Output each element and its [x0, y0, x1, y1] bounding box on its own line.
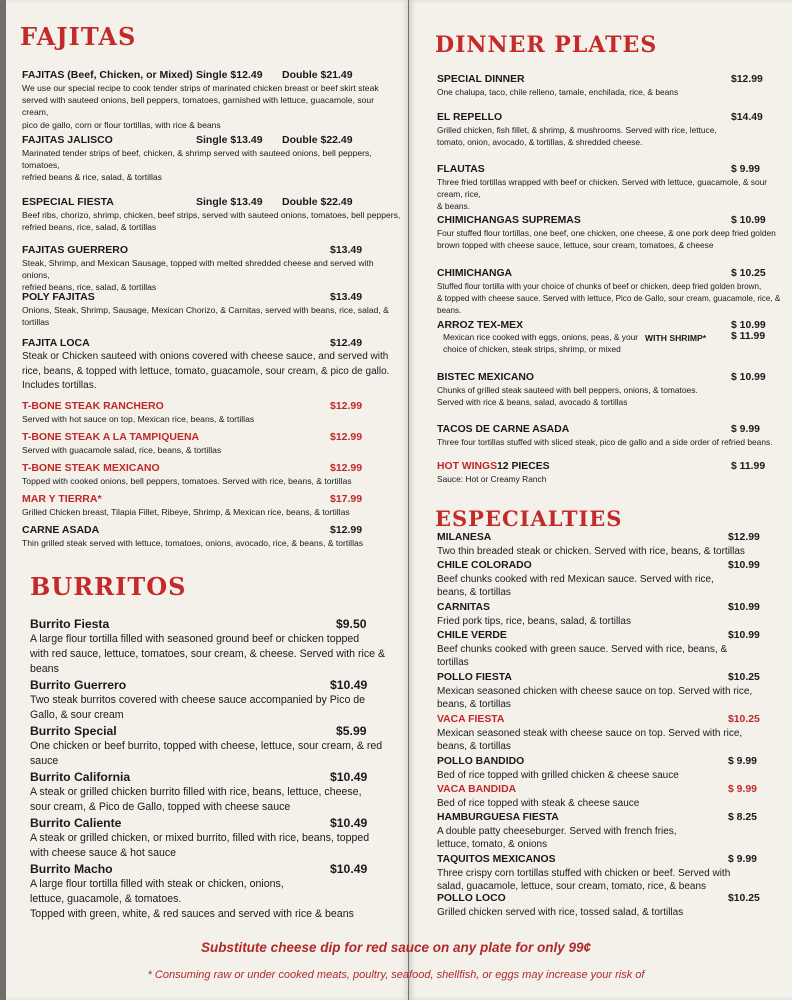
item-description: Topped with cooked onions, bell peppers, tomatoes. Served with rice, beans, & tortillas: [22, 476, 352, 486]
menu-item-tbone-ranchero: [22, 399, 402, 425]
item-name: T-BONE STEAK MEXICANO: [22, 462, 160, 474]
menu-item-burrito-california: [30, 769, 404, 815]
with-shrimp-label: WITH SHRIMP*: [645, 333, 707, 343]
item-description: Bed of rice topped with grilled chicken & cheese sauce: [437, 769, 679, 781]
item-description: Steak, Shrimp, and Mexican Sausage, topped with melted shredded cheese and served with onions, refried beans, rice, salad, & tortillas: [22, 258, 374, 293]
item-single-price: Single $12.49: [196, 69, 263, 81]
item-description: Three four tortillas stuffed with sliced steak, pico de gallo and a side order of refried beans.: [437, 437, 773, 447]
menu-item-vaca-fiesta: [437, 713, 791, 754]
item-description: One chicken or beef burrito, topped with cheese, lettuce, sour cream, & red sauce: [30, 740, 383, 767]
item-description: Grilled chicken served with rice, tossed salad, & tortillas: [437, 906, 684, 918]
item-name: FAJITA LOCA: [22, 337, 90, 349]
menu-item-chimichangas-supremas: [437, 214, 787, 252]
item-price: $ 9.99: [728, 756, 757, 767]
menu-item-tbone-tampiquena: [22, 430, 402, 456]
item-price: $5.99: [336, 724, 367, 738]
menu-item-burrito-guerrero: [30, 677, 404, 723]
item-price: $10.25: [728, 714, 760, 725]
menu-item-hot-wings: [437, 460, 787, 486]
item-price: $12.99: [728, 532, 760, 543]
shrimp-price: $ 11.99: [731, 331, 766, 342]
item-description: Chunks of grilled steak sauteed with bell peppers, onions, & tomatoes. Served with rice & beans, salad, avocado & tortillas: [437, 385, 698, 407]
item-name: TAQUITOS MEXICANOS: [437, 854, 556, 865]
item-price: $ 9.99: [731, 424, 760, 435]
consumption-warning: * Consuming raw or under cooked meats, poultry, seafood, shellfish, or eggs may increase your risk of: [147, 969, 645, 981]
item-price: $10.25: [728, 893, 760, 904]
item-name: Burrito Guerrero: [30, 678, 127, 692]
item-price: $13.49: [330, 291, 363, 303]
item-price: $10.99: [728, 602, 760, 613]
item-name: SPECIAL DINNER: [437, 74, 525, 85]
item-description: A steak or grilled chicken, or mixed burrito, filled with rice, beans, topped with cheese sauce & hot sauce: [30, 832, 370, 859]
item-price: $10.49: [330, 678, 368, 692]
item-double-price: Double $21.49: [282, 69, 353, 81]
item-name: CHIMICHANGAS SUPREMAS: [437, 215, 581, 226]
menu-item-poly-fajitas: [22, 290, 402, 328]
menu-item-fajitas-guerrero: [22, 243, 402, 294]
item-name: Burrito California: [30, 770, 131, 784]
item-price: $ 10.99: [731, 215, 766, 226]
item-name: CARNITAS: [437, 602, 490, 613]
item-name: Burrito Macho: [30, 862, 113, 876]
item-description: Bed of rice topped with steak & cheese sauce: [437, 797, 640, 809]
menu-item-chile-verde: [437, 629, 791, 670]
menu-item-el-repello: [437, 111, 787, 149]
item-description: A large flour tortilla filled with seasoned ground beef or chicken topped with red sauce, lettuce, tomatoes, sour cream, & cheese. Served with rice & beans: [30, 633, 386, 675]
menu-item-tbone-mexicano: [22, 461, 402, 487]
item-name: MILANESA: [437, 532, 492, 543]
item-description: Beef chunks cooked with green sauce. Served with rice, beans, & tortillas: [437, 643, 728, 668]
item-name: MAR Y TIERRA*: [22, 493, 102, 505]
item-single-price: Single $13.49: [196, 196, 263, 208]
menu-item-burrito-special: [30, 723, 404, 769]
item-price: $12.99: [330, 524, 363, 536]
item-description: Mexican seasoned chicken with cheese sauce on top. Served with rice, beans, & tortillas: [437, 685, 753, 710]
item-name: HAMBURGUESA FIESTA: [437, 812, 559, 823]
item-name: EL REPELLO: [437, 112, 503, 123]
menu-item-taquitos-mexicanos: [437, 853, 791, 894]
item-price: $12.99: [731, 74, 763, 85]
item-name: TACOS DE CARNE ASADA: [437, 424, 570, 435]
item-price: $ 11.99: [731, 461, 766, 472]
item-price: $10.49: [330, 816, 368, 830]
item-single-price: Single $13.49: [196, 134, 263, 146]
item-description: Grilled chicken, fish fillet, & shrimp, & mushrooms. Served with rice, lettuce, tomato, onion, avocado, & tortillas, & shredded cheese.: [437, 125, 717, 147]
item-price: $10.99: [728, 630, 760, 641]
item-quantity: 12 PIECES: [497, 461, 550, 472]
menu-item-chimichanga: [437, 267, 789, 316]
item-description: Stuffed flour tortilla with your choice of chunks of beef or chicken, deep fried golden brown, & topped with cheese sauce. Served with lettuce, Pico de Gallo, sour cream, guacamole, rice, & beans.: [437, 282, 781, 315]
item-description: Fried pork tips, rice, beans, salad, & tortillas: [437, 615, 631, 627]
item-price: $12.99: [330, 400, 363, 412]
item-description: Grilled Chicken breast, Tilapia Fillet, Ribeye, Shrimp, & Mexican rice, beans, & tortillas: [22, 507, 350, 517]
item-description: Served with guacamole salad, rice, beans, & tortillas: [22, 445, 222, 455]
dinner-plates-heading: DINNER PLATES: [435, 32, 658, 58]
item-description: Four stuffed flour tortillas, one beef, one chicken, one cheese, & one pork deep fried golden brown topped with cheese sauce, lettuce, sour cream, tomatoes, & cheese: [437, 228, 776, 250]
item-price: $13.49: [330, 244, 363, 256]
menu-item-fajitas: [22, 68, 402, 131]
menu-item-hamburguesa-fiesta: [437, 811, 791, 852]
item-price: $14.49: [731, 112, 763, 123]
menu-item-chile-colorado: [437, 559, 791, 600]
item-name: CHILE VERDE: [437, 630, 507, 641]
menu-item-bistec-mexicano: [437, 371, 787, 409]
item-price: $ 8.25: [728, 812, 757, 823]
item-price: $10.99: [728, 560, 760, 571]
item-description: Marinated tender strips of beef, chicken, & shrimp served with sauteed onions, bell peppers, tomatoes, refried beans & rice, salad, & tortillas: [22, 148, 372, 183]
item-price: $10.49: [330, 862, 368, 876]
item-name: POLLO LOCO: [437, 893, 506, 904]
menu-page-left: [6, 0, 408, 1000]
item-name: BISTEC MEXICANO: [437, 372, 534, 383]
item-description: Sauce: Hot or Creamy Ranch: [437, 474, 547, 484]
item-description: Two steak burritos covered with cheese sauce accompanied by Pico de Gallo, & sour cream: [30, 694, 366, 721]
item-name: Burrito Caliente: [30, 816, 122, 830]
menu-item-mar-y-tierra: [22, 492, 402, 518]
fajitas-heading: FAJITAS: [20, 22, 137, 51]
menu-item-milanesa: [437, 531, 791, 558]
item-price: $10.25: [728, 672, 760, 683]
menu-item-burrito-fiesta: [30, 616, 404, 676]
item-description: Three crispy corn tortillas stuffed with chicken or beef. Served with salad, guacamole, lettuce, sour cream, tomato, rice, & beans: [437, 867, 731, 892]
item-description: Steak or Chicken sauteed with onions covered with cheese sauce, and served with rice, beans, & topped with lettuce, tomato, guacamole, sour cream, & pico de gallo. Includes tortillas.: [22, 351, 390, 391]
menu-item-fajita-loca: [22, 336, 402, 394]
menu-item-burrito-macho: [30, 861, 404, 921]
item-name: ESPECIAL FIESTA: [22, 196, 114, 208]
item-name: POLLO FIESTA: [437, 672, 512, 683]
menu-item-pollo-bandido: [437, 755, 791, 782]
item-description: A large flour tortilla filled with steak or chicken, onions, lettuce, guacamole, & tomatoes. Topped with green, white, & red sauces and served with rice & beans: [30, 878, 354, 920]
item-price: $17.99: [330, 493, 363, 505]
menu-page-right: [409, 0, 792, 1000]
item-price: $ 9.99: [728, 784, 757, 795]
item-description: Two thin breaded steak or chicken. Served with rice, beans, & tortillas: [437, 545, 745, 557]
item-name: Burrito Special: [30, 724, 117, 738]
menu-item-pollo-loco: [437, 892, 791, 919]
item-name: ARROZ TEX-MEX: [437, 320, 524, 331]
item-price: $12.49: [330, 337, 363, 349]
menu-item-flautas: [437, 163, 787, 212]
item-name: POLY FAJITAS: [22, 291, 95, 303]
item-price: $10.49: [330, 770, 368, 784]
item-description: Three fried tortillas wrapped with beef or chicken. Served with lettuce, guacamole, & sour cream, rice, & beans.: [437, 177, 768, 211]
menu-item-burrito-caliente: [30, 815, 404, 861]
item-price: $ 10.25: [731, 268, 766, 279]
item-price: $12.99: [330, 462, 363, 474]
item-description: Mexican seasoned steak with cheese sauce on top. Served with rice, beans, & tortillas: [437, 727, 743, 752]
item-double-price: Double $22.49: [282, 134, 353, 146]
item-description: Mexican rice cooked with eggs, onions, peas, & your choice of chicken, steak strips, shrimp, or mixed: [443, 332, 639, 354]
item-price: $12.99: [330, 431, 363, 443]
item-description: Served with hot sauce on top, Mexican rice, beans, & tortillas: [22, 414, 255, 424]
item-price: $9.50: [336, 617, 367, 631]
item-price: $ 9.99: [728, 854, 757, 865]
item-name: VACA BANDIDA: [437, 784, 517, 795]
cheese-dip-note: Substitute cheese dip for red sauce on any plate for only 99¢: [200, 940, 592, 955]
item-name: HOT WINGS: [437, 461, 498, 472]
menu-item-carne-asada: [22, 523, 402, 549]
menu-item-pollo-fiesta: [437, 671, 791, 712]
item-double-price: Double $22.49: [282, 196, 353, 208]
item-description: One chalupa, taco, chile relleno, tamale, enchilada, rice, & beans: [437, 87, 679, 97]
menu-item-fajitas-jalisco: [22, 133, 402, 184]
menu-item-vaca-bandida: [437, 783, 791, 810]
item-name: Burrito Fiesta: [30, 617, 110, 631]
item-name: T-BONE STEAK RANCHERO: [22, 400, 164, 412]
item-price: $ 10.99: [731, 372, 766, 383]
item-name: FAJITAS JALISCO: [22, 134, 113, 146]
item-name: FAJITAS (Beef, Chicken, or Mixed): [22, 69, 193, 81]
item-name: CHILE COLORADO: [437, 560, 532, 571]
item-name: CARNE ASADA: [22, 524, 100, 536]
item-description: A double patty cheeseburger. Served with french fries, lettuce, tomato, & onions: [437, 825, 677, 850]
item-name: POLLO BANDIDO: [437, 756, 525, 767]
item-description: Beef ribs, chorizo, shrimp, chicken, beef strips, served with sauteed onions, tomatoes, bell peppers, refried beans, rice, salad, & tortillas: [22, 210, 401, 233]
item-name: CHIMICHANGA: [437, 268, 513, 279]
menu-item-special-dinner: [437, 73, 787, 99]
menu-item-especial-fiesta: [22, 195, 402, 233]
item-price: $ 10.99: [731, 320, 766, 331]
especialties-heading: ESPECIALTIES: [435, 506, 623, 531]
item-price: $ 9.99: [731, 164, 760, 175]
menu-item-arroz-tex-mex: [437, 319, 787, 354]
item-description: We use our special recipe to cook tender strips of marinated chicken breast or beef skirt steak served with sauteed onions, bell peppers, tomatoes, garnished with lettuce, guacamole, sour cream, pico de gallo, corn or flour tortillas, with rice & beans: [22, 83, 379, 130]
item-description: Beef chunks cooked with red Mexican sauce. Served with rice, beans, & tortillas: [437, 573, 714, 598]
menu-item-tacos-de-carne-asada: [437, 423, 787, 449]
burritos-heading: BURRITOS: [30, 572, 187, 601]
item-name: VACA FIESTA: [437, 714, 505, 725]
item-name: FAJITAS GUERRERO: [22, 244, 128, 256]
item-name: FLAUTAS: [437, 164, 485, 175]
menu-item-carnitas: [437, 601, 791, 628]
item-description: Thin grilled steak served with lettuce, tomatoes, onions, avocado, rice, & beans, & tortillas: [22, 538, 364, 548]
item-name: T-BONE STEAK A LA TAMPIQUENA: [22, 431, 200, 443]
item-description: A steak or grilled chicken burrito filled with rice, beans, lettuce, cheese, sour cream, & Pico de Gallo, topped with cheese sauce: [30, 786, 362, 813]
item-description: Onions, Steak, Shrimp, Sausage, Mexican Chorizo, & Carnitas, served with beans, rice, salad, & tortillas: [22, 305, 389, 328]
